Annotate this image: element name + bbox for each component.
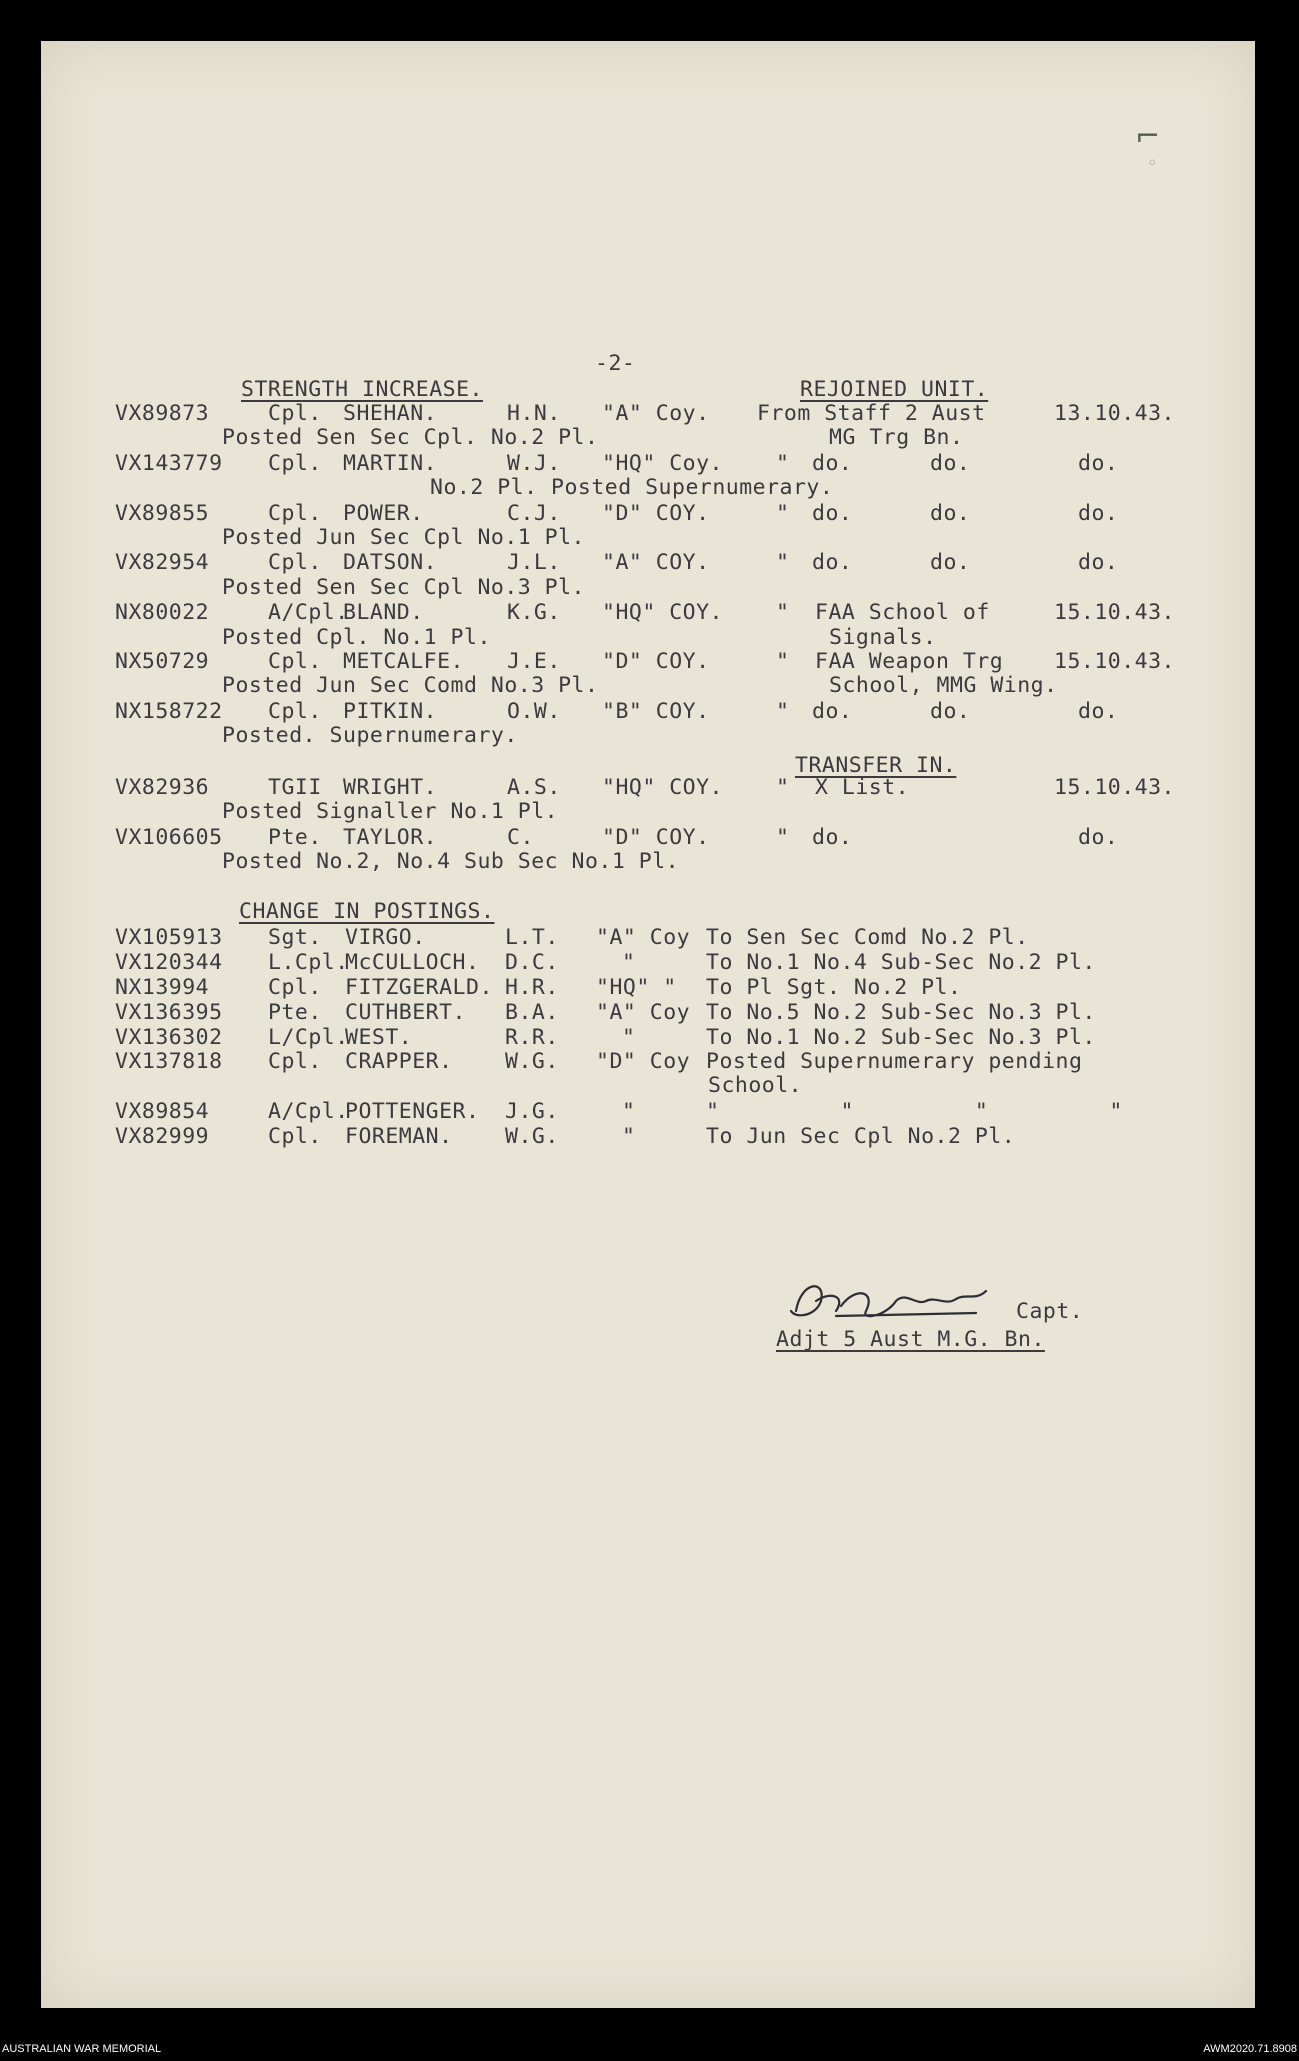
- date: 15.10.43.: [1054, 649, 1175, 674]
- ditto-mark: ": [776, 775, 790, 800]
- service-number: VX82936: [115, 775, 210, 800]
- initials: W.G.: [505, 1124, 559, 1149]
- posting-detail: To Jun Sec Cpl No.2 Pl.: [706, 1124, 1016, 1149]
- company: "A" Coy: [596, 1000, 691, 1025]
- service-number: VX106605: [115, 825, 223, 850]
- unit-detail-continued: MG Trg Bn.: [829, 425, 964, 450]
- signature-appointment: Adjt 5 Aust M.G. Bn.: [776, 1327, 1045, 1352]
- date: do.: [1078, 550, 1119, 575]
- service-number: VX136395: [115, 1000, 223, 1025]
- posting-note: Posted Jun Sec Cpl No.1 Pl.: [222, 525, 585, 550]
- service-number: NX13994: [115, 975, 210, 1000]
- signature-rank: Capt.: [1016, 1299, 1084, 1324]
- ditto-mark: ": [776, 550, 790, 575]
- company: "D" Coy: [596, 1049, 691, 1074]
- service-number: NX158722: [115, 699, 223, 724]
- posting-detail: To No.1 No.4 Sub-Sec No.2 Pl.: [706, 950, 1096, 975]
- unit-detail-continued: Signals.: [829, 625, 937, 650]
- service-number: NX80022: [115, 600, 210, 625]
- surname: WEST.: [345, 1025, 413, 1050]
- surname: SHEHAN.: [343, 401, 438, 426]
- service-number: VX105913: [115, 925, 223, 950]
- page-number: -2-: [595, 351, 636, 376]
- posting-note: Posted Cpl. No.1 Pl.: [222, 625, 491, 650]
- ditto-mark: ": [776, 649, 790, 674]
- company: ": [622, 950, 636, 975]
- posting-detail: To No.1 No.2 Sub-Sec No.3 Pl.: [706, 1025, 1096, 1050]
- service-number: VX120344: [115, 950, 223, 975]
- ditto-do: do.: [930, 451, 971, 476]
- service-number: VX89873: [115, 401, 210, 426]
- initials: O.W.: [507, 699, 561, 724]
- surname: VIRGO.: [345, 925, 426, 950]
- initials: C.J.: [507, 501, 561, 526]
- unit-detail: FAA School of: [815, 600, 990, 625]
- rank: Cpl.: [268, 401, 322, 426]
- posting-detail-continued: School.: [708, 1073, 803, 1098]
- posting-note: Posted Sen Sec Cpl No.3 Pl.: [222, 575, 585, 600]
- posting-note: Posted Signaller No.1 Pl.: [222, 799, 559, 824]
- ditto-do: do.: [812, 550, 853, 575]
- date: 13.10.43.: [1054, 401, 1175, 426]
- company: ": [622, 1124, 636, 1149]
- surname: McCULLOCH.: [345, 950, 480, 975]
- company: ": [622, 1025, 636, 1050]
- service-number: VX89854: [115, 1099, 210, 1124]
- ditto-mark: ": [776, 600, 790, 625]
- pencil-mark-stamp: ◦: [1147, 153, 1158, 174]
- surname: BLAND.: [343, 600, 424, 625]
- heading-strength-increase: STRENGTH INCREASE.: [241, 377, 483, 402]
- surname: POTTENGER.: [345, 1099, 480, 1124]
- initials: J.E.: [507, 649, 561, 674]
- company: "HQ" COY.: [602, 600, 723, 625]
- company: "A" COY.: [602, 550, 710, 575]
- posting-detail: " " " ": [706, 1099, 1123, 1124]
- initials: W.G.: [505, 1049, 559, 1074]
- surname: MARTIN.: [343, 451, 438, 476]
- rank: Cpl.: [268, 699, 322, 724]
- ditto-mark: ": [776, 699, 790, 724]
- posting-note: No.2 Pl. Posted Supernumerary.: [430, 475, 834, 500]
- date: 15.10.43.: [1054, 775, 1175, 800]
- heading-change-in-postings: CHANGE IN POSTINGS.: [239, 899, 495, 924]
- ditto-do: do.: [930, 501, 971, 526]
- surname: FITZGERALD.: [345, 975, 493, 1000]
- service-number: VX89855: [115, 501, 210, 526]
- footer-accession-number: AWM2020.71.8908: [1203, 2043, 1297, 2055]
- company: "D" COY.: [602, 649, 710, 674]
- posting-detail: To Pl Sgt. No.2 Pl.: [706, 975, 962, 1000]
- initials: C.: [507, 825, 534, 850]
- company: "HQ" ": [596, 975, 677, 1000]
- ditto-mark: ": [776, 501, 790, 526]
- rank: Cpl.: [268, 1124, 322, 1149]
- ditto-do: do.: [930, 550, 971, 575]
- rank: L.Cpl.: [268, 950, 349, 975]
- posting-note: Posted Sen Sec Cpl. No.2 Pl.: [222, 425, 599, 450]
- surname: WRIGHT.: [343, 775, 438, 800]
- rank: Cpl.: [268, 1049, 322, 1074]
- initials: K.G.: [507, 600, 561, 625]
- service-number: VX82999: [115, 1124, 210, 1149]
- rank: A/Cpl.: [268, 600, 349, 625]
- company: "HQ" Coy.: [602, 451, 723, 476]
- initials: D.C.: [505, 950, 559, 975]
- rank: TGII: [268, 775, 322, 800]
- posting-note: Posted Jun Sec Comd No.3 Pl.: [222, 673, 599, 698]
- ditto-mark: ": [776, 825, 790, 850]
- company: "B" COY.: [602, 699, 710, 724]
- company: "A" Coy.: [602, 401, 710, 426]
- posting-detail: To No.5 No.2 Sub-Sec No.3 Pl.: [706, 1000, 1096, 1025]
- rank: Pte.: [268, 825, 322, 850]
- service-number: VX136302: [115, 1025, 223, 1050]
- posting-detail: To Sen Sec Comd No.2 Pl.: [706, 925, 1029, 950]
- surname: POWER.: [343, 501, 424, 526]
- initials: H.N.: [507, 401, 561, 426]
- surname: CUTHBERT.: [345, 1000, 466, 1025]
- company: "D" COY.: [602, 501, 710, 526]
- service-number: VX82954: [115, 550, 210, 575]
- initials: H.R.: [505, 975, 559, 1000]
- initials: J.G.: [505, 1099, 559, 1124]
- pencil-mark-top: ⌐: [1135, 119, 1161, 154]
- unit-detail: FAA Weapon Trg: [815, 649, 1004, 674]
- rank: Pte.: [268, 1000, 322, 1025]
- rank: A/Cpl.: [268, 1099, 349, 1124]
- initials: A.S.: [507, 775, 561, 800]
- heading-rejoined-unit: REJOINED UNIT.: [800, 377, 989, 402]
- surname: DATSON.: [343, 550, 438, 575]
- initials: J.L.: [507, 550, 561, 575]
- ditto-mark: ": [776, 451, 790, 476]
- heading-transfer-in: TRANSFER IN.: [795, 753, 957, 778]
- service-number: VX137818: [115, 1049, 223, 1074]
- date: do.: [1078, 699, 1119, 724]
- company: "A" Coy: [596, 925, 691, 950]
- rank: Cpl.: [268, 975, 322, 1000]
- ditto-do: do.: [812, 699, 853, 724]
- rank: Sgt.: [268, 925, 322, 950]
- surname: TAYLOR.: [343, 825, 438, 850]
- unit-detail-continued: School, MMG Wing.: [829, 673, 1058, 698]
- surname: PITKIN.: [343, 699, 438, 724]
- initials: W.J.: [507, 451, 561, 476]
- date: do.: [1078, 501, 1119, 526]
- date: 15.10.43.: [1054, 600, 1175, 625]
- rank: Cpl.: [268, 451, 322, 476]
- date: do.: [1078, 825, 1119, 850]
- ditto-do: do.: [812, 825, 853, 850]
- ditto-do: do.: [930, 699, 971, 724]
- rank: L/Cpl.: [268, 1025, 349, 1050]
- footer-credit: AUSTRALIAN WAR MEMORIAL: [2, 2043, 162, 2055]
- initials: B.A.: [505, 1000, 559, 1025]
- company: "D" COY.: [602, 825, 710, 850]
- unit-detail: From Staff 2 Aust: [757, 401, 986, 426]
- posting-note: Posted No.2, No.4 Sub Sec No.1 Pl.: [222, 849, 680, 874]
- initials: L.T.: [505, 925, 559, 950]
- surname: METCALFE.: [343, 649, 464, 674]
- date: do.: [1078, 451, 1119, 476]
- rank: Cpl.: [268, 649, 322, 674]
- initials: R.R.: [505, 1025, 559, 1050]
- service-number: NX50729: [115, 649, 210, 674]
- posting-detail: Posted Supernumerary pending: [706, 1049, 1083, 1074]
- service-number: VX143779: [115, 451, 223, 476]
- rank: Cpl.: [268, 550, 322, 575]
- ditto-do: do.: [812, 501, 853, 526]
- surname: FOREMAN.: [345, 1124, 453, 1149]
- rank: Cpl.: [268, 501, 322, 526]
- posting-note: Posted. Supernumerary.: [222, 723, 518, 748]
- surname: CRAPPER.: [345, 1049, 453, 1074]
- company: "HQ" COY.: [602, 775, 723, 800]
- unit-detail: X List.: [815, 775, 910, 800]
- ditto-do: do.: [812, 451, 853, 476]
- company: ": [622, 1099, 636, 1124]
